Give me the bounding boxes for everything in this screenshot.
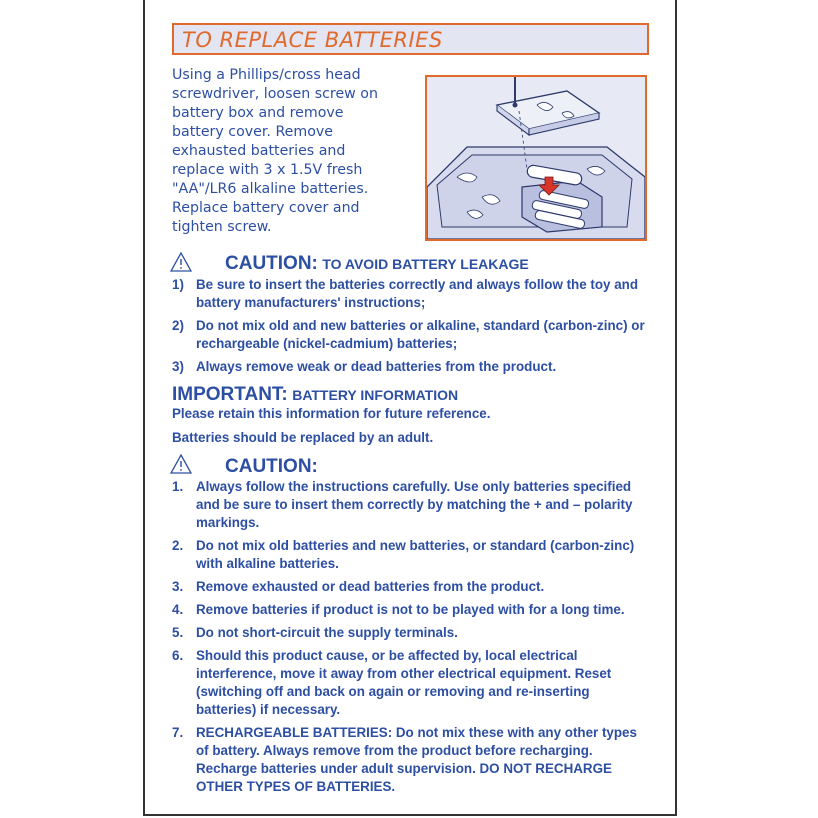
- list-item: [172, 578, 652, 596]
- intro-line: replace with 3 x 1.5V fresh: [172, 162, 363, 178]
- item-text: Always remove weak or dead batteries from the product.: [196, 359, 557, 374]
- list-item: [172, 724, 652, 796]
- important-word: IMPORTANT:: [172, 384, 288, 405]
- intro-line: screwdriver, loosen screw on: [172, 86, 378, 102]
- battery-box-drawing: [427, 77, 645, 239]
- important-line: Please retain this information for future reference.: [172, 406, 491, 421]
- item-text: Do not short-circuit the supply terminals.: [196, 625, 458, 640]
- intro-line: tighten screw.: [172, 219, 272, 235]
- caution-heading: [225, 456, 318, 478]
- item-number: 3.: [172, 579, 184, 594]
- battery-box-illustration: [425, 75, 647, 241]
- item-text: Remove exhausted or dead batteries from the product.: [196, 579, 545, 594]
- intro-line: battery cover. Remove: [172, 124, 334, 140]
- intro-line: "AA"/LR6 alkaline batteries.: [172, 181, 369, 197]
- list-item: [172, 647, 652, 719]
- warning-triangle-icon: [170, 252, 192, 272]
- important-subheading: BATTERY INFORMATION: [292, 387, 459, 403]
- caution-word: CAUTION:: [225, 253, 318, 274]
- item-text: Always follow the instructions carefully. Use only batteries specified and be sure to insert them correctly by matching the + and – polarity markings.: [196, 479, 633, 530]
- intro-instructions: [172, 66, 407, 237]
- item-number: 7.: [172, 725, 184, 740]
- list-item: [172, 276, 652, 312]
- important-heading: [172, 384, 458, 406]
- item-number: 6.: [172, 648, 184, 663]
- item-number: 2.: [172, 538, 184, 553]
- warning-triangle-icon: [170, 454, 192, 474]
- item-text: Do not mix old and new batteries or alkaline, standard (carbon-zinc) or rechargeable (nickel-cadmium) batteries;: [196, 318, 645, 351]
- list-item: [172, 358, 652, 376]
- caution-list: [172, 276, 652, 381]
- caution-heading: [225, 253, 529, 275]
- item-number: 3): [172, 359, 184, 374]
- list-item: [172, 624, 652, 642]
- title-box: [172, 23, 649, 55]
- list-item: [172, 537, 652, 573]
- item-number: 4.: [172, 602, 184, 617]
- item-number: 1.: [172, 479, 184, 494]
- item-text: RECHARGEABLE BATTERIES: Do not mix these with any other types of battery. Always remove from the product before recharging. Recharge batteries under adult supervision. DO NOT RECHARGE OTHER TYPES OF BATTERIES.: [196, 725, 637, 794]
- item-text: Do not mix old batteries and new batteries, or standard (carbon-zinc) with alkaline batteries.: [196, 538, 635, 571]
- intro-line: battery box and remove: [172, 105, 344, 121]
- list-item: [172, 317, 652, 353]
- item-text: Be sure to insert the batteries correctly and always follow the toy and battery manufacturers' instructions;: [196, 277, 639, 310]
- page-title: TO REPLACE BATTERIES: [182, 28, 443, 52]
- item-number: 2): [172, 318, 184, 333]
- caution-word: CAUTION:: [225, 456, 318, 477]
- item-text: Should this product cause, or be affected by, local electrical interference, move it away from other electrical equipment. Reset (switching off and back on again or removing and re-inserting batteries) if necessary.: [196, 648, 612, 717]
- caution-list: [172, 478, 652, 801]
- list-item: [172, 478, 652, 532]
- important-line: Batteries should be replaced by an adult.: [172, 430, 434, 445]
- intro-line: Using a Phillips/cross head: [172, 67, 361, 83]
- intro-line: exhausted batteries and: [172, 143, 346, 159]
- battery-instructions-card: [143, 0, 677, 816]
- list-item: [172, 601, 652, 619]
- intro-line: Replace battery cover and: [172, 200, 360, 216]
- item-number: 1): [172, 277, 184, 292]
- item-text: Remove batteries if product is not to be played with for a long time.: [196, 602, 625, 617]
- item-number: 5.: [172, 625, 184, 640]
- caution-subheading: TO AVOID BATTERY LEAKAGE: [322, 256, 529, 272]
